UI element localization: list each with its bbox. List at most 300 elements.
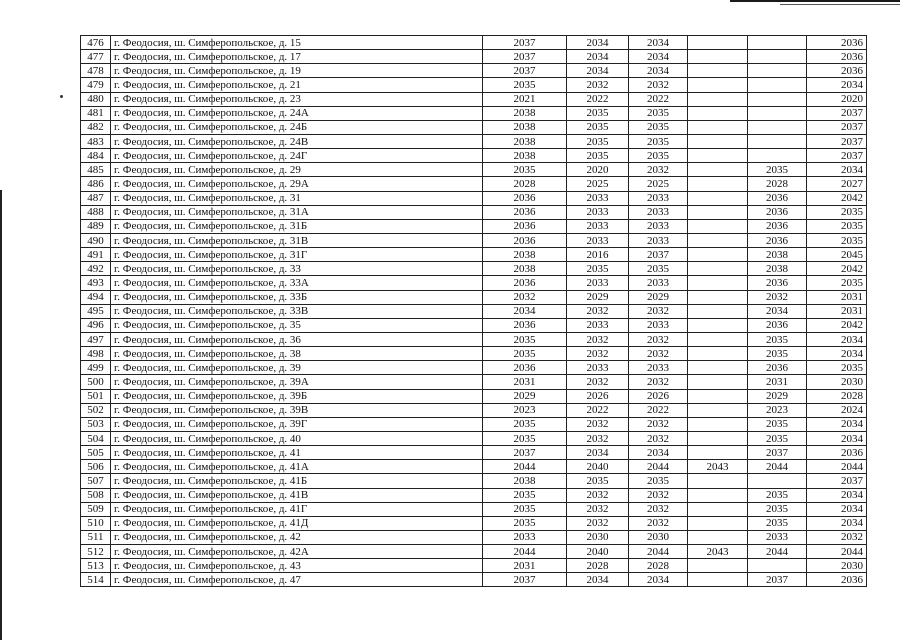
year-col-3-cell: 2033 (629, 219, 688, 233)
year-col-1-cell: 2036 (483, 233, 567, 247)
year-col-4-cell (688, 219, 748, 233)
year-col-1-cell: 2038 (483, 149, 567, 163)
year-col-5-cell (748, 120, 807, 134)
row-number-cell: 507 (81, 474, 111, 488)
year-col-4-cell (688, 64, 748, 78)
table-row (81, 559, 867, 573)
row-number-cell: 494 (81, 290, 111, 304)
row-number-cell: 484 (81, 149, 111, 163)
year-col-3-cell: 2032 (629, 304, 688, 318)
year-col-6-cell: 2028 (807, 389, 867, 403)
year-col-1-cell: 2035 (483, 332, 567, 346)
scan-left-edge (0, 190, 2, 640)
year-col-1-cell: 2029 (483, 389, 567, 403)
address-cell: г. Феодосия, ш. Симферопольское, д. 41А (111, 460, 483, 474)
row-number-cell: 478 (81, 64, 111, 78)
table-row (81, 248, 867, 262)
year-col-6-cell: 2037 (807, 149, 867, 163)
row-number-cell: 480 (81, 92, 111, 106)
address-cell: г. Феодосия, ш. Симферопольское, д. 31 (111, 191, 483, 205)
year-col-6-cell: 2035 (807, 219, 867, 233)
year-col-4-cell (688, 488, 748, 502)
year-col-2-cell: 2035 (567, 149, 629, 163)
row-number-cell: 505 (81, 446, 111, 460)
year-col-2-cell: 2034 (567, 446, 629, 460)
row-number-cell: 502 (81, 403, 111, 417)
registry-table (80, 35, 867, 587)
row-number-cell: 499 (81, 361, 111, 375)
year-col-6-cell: 2037 (807, 106, 867, 120)
table-row (81, 233, 867, 247)
address-cell: г. Феодосия, ш. Симферопольское, д. 39В (111, 403, 483, 417)
year-col-4-cell (688, 276, 748, 290)
address-cell: г. Феодосия, ш. Симферопольское, д. 40 (111, 431, 483, 445)
year-col-1-cell: 2031 (483, 559, 567, 573)
row-number-cell: 514 (81, 573, 111, 587)
year-col-1-cell: 2035 (483, 502, 567, 516)
year-col-6-cell: 2030 (807, 559, 867, 573)
year-col-1-cell: 2037 (483, 446, 567, 460)
row-number-cell: 477 (81, 50, 111, 64)
year-col-3-cell: 2032 (629, 163, 688, 177)
year-col-3-cell: 2032 (629, 347, 688, 361)
address-cell: г. Феодосия, ш. Симферопольское, д. 39Б (111, 389, 483, 403)
year-col-1-cell: 2037 (483, 50, 567, 64)
row-number-cell: 506 (81, 460, 111, 474)
row-number-cell: 509 (81, 502, 111, 516)
address-cell: г. Феодосия, ш. Симферопольское, д. 35 (111, 318, 483, 332)
year-col-6-cell: 2034 (807, 516, 867, 530)
table-row (81, 417, 867, 431)
year-col-6-cell: 2035 (807, 205, 867, 219)
year-col-6-cell: 2036 (807, 36, 867, 50)
year-col-4-cell (688, 573, 748, 587)
year-col-4-cell (688, 177, 748, 191)
address-cell: г. Феодосия, ш. Симферопольское, д. 41 (111, 446, 483, 460)
year-col-2-cell: 2026 (567, 389, 629, 403)
row-number-cell: 489 (81, 219, 111, 233)
year-col-6-cell: 2042 (807, 191, 867, 205)
year-col-5-cell (748, 559, 807, 573)
address-cell: г. Феодосия, ш. Симферопольское, д. 19 (111, 64, 483, 78)
table-row (81, 50, 867, 64)
table-row (81, 460, 867, 474)
table-row (81, 163, 867, 177)
year-col-3-cell: 2030 (629, 530, 688, 544)
year-col-2-cell: 2035 (567, 134, 629, 148)
address-cell: г. Феодосия, ш. Симферопольское, д. 24Б (111, 120, 483, 134)
year-col-5-cell: 2044 (748, 545, 807, 559)
year-col-3-cell: 2033 (629, 361, 688, 375)
year-col-4-cell (688, 446, 748, 460)
address-cell: г. Феодосия, ш. Симферопольское, д. 38 (111, 347, 483, 361)
year-col-5-cell: 2035 (748, 347, 807, 361)
year-col-1-cell: 2036 (483, 219, 567, 233)
year-col-5-cell: 2036 (748, 318, 807, 332)
year-col-2-cell: 2032 (567, 332, 629, 346)
year-col-2-cell: 2032 (567, 304, 629, 318)
row-number-cell: 487 (81, 191, 111, 205)
year-col-3-cell: 2032 (629, 375, 688, 389)
row-number-cell: 476 (81, 36, 111, 50)
year-col-1-cell: 2037 (483, 36, 567, 50)
year-col-1-cell: 2036 (483, 191, 567, 205)
address-cell: г. Феодосия, ш. Симферопольское, д. 39Г (111, 417, 483, 431)
address-cell: г. Феодосия, ш. Симферопольское, д. 33А (111, 276, 483, 290)
year-col-2-cell: 2033 (567, 233, 629, 247)
address-cell: г. Феодосия, ш. Симферопольское, д. 33Б (111, 290, 483, 304)
row-number-cell: 479 (81, 78, 111, 92)
row-number-cell: 485 (81, 163, 111, 177)
year-col-6-cell: 2034 (807, 502, 867, 516)
year-col-3-cell: 2032 (629, 78, 688, 92)
year-col-6-cell: 2044 (807, 545, 867, 559)
year-col-2-cell: 2033 (567, 191, 629, 205)
year-col-5-cell: 2037 (748, 446, 807, 460)
year-col-3-cell: 2034 (629, 446, 688, 460)
year-col-4-cell (688, 78, 748, 92)
year-col-1-cell: 2023 (483, 403, 567, 417)
year-col-3-cell: 2034 (629, 50, 688, 64)
year-col-2-cell: 2032 (567, 417, 629, 431)
year-col-3-cell: 2033 (629, 318, 688, 332)
row-number-cell: 490 (81, 233, 111, 247)
year-col-2-cell: 2032 (567, 347, 629, 361)
year-col-6-cell: 2031 (807, 290, 867, 304)
year-col-2-cell: 2030 (567, 530, 629, 544)
year-col-3-cell: 2035 (629, 106, 688, 120)
year-col-2-cell: 2033 (567, 318, 629, 332)
year-col-6-cell: 2036 (807, 446, 867, 460)
year-col-5-cell: 2035 (748, 431, 807, 445)
year-col-2-cell: 2028 (567, 559, 629, 573)
year-col-5-cell: 2035 (748, 516, 807, 530)
table-row (81, 545, 867, 559)
year-col-2-cell: 2040 (567, 545, 629, 559)
year-col-1-cell: 2034 (483, 304, 567, 318)
year-col-2-cell: 2033 (567, 276, 629, 290)
year-col-2-cell: 2020 (567, 163, 629, 177)
year-col-4-cell (688, 403, 748, 417)
row-number-cell: 504 (81, 431, 111, 445)
year-col-5-cell: 2036 (748, 205, 807, 219)
table-row (81, 446, 867, 460)
row-number-cell: 486 (81, 177, 111, 191)
year-col-4-cell (688, 134, 748, 148)
year-col-5-cell (748, 64, 807, 78)
year-col-6-cell: 2034 (807, 347, 867, 361)
year-col-5-cell (748, 78, 807, 92)
address-cell: г. Феодосия, ш. Симферопольское, д. 29А (111, 177, 483, 191)
year-col-2-cell: 2035 (567, 120, 629, 134)
table-row (81, 332, 867, 346)
year-col-4-cell (688, 36, 748, 50)
table-row (81, 290, 867, 304)
row-number-cell: 501 (81, 389, 111, 403)
year-col-3-cell: 2025 (629, 177, 688, 191)
year-col-2-cell: 2035 (567, 106, 629, 120)
year-col-4-cell (688, 50, 748, 64)
year-col-5-cell: 2035 (748, 163, 807, 177)
year-col-1-cell: 2037 (483, 64, 567, 78)
table-row (81, 177, 867, 191)
row-number-cell: 511 (81, 530, 111, 544)
year-col-1-cell: 2035 (483, 417, 567, 431)
year-col-6-cell: 2030 (807, 375, 867, 389)
year-col-1-cell: 2035 (483, 488, 567, 502)
year-col-3-cell: 2035 (629, 149, 688, 163)
address-cell: г. Феодосия, ш. Симферопольское, д. 43 (111, 559, 483, 573)
year-col-2-cell: 2035 (567, 474, 629, 488)
address-cell: г. Феодосия, ш. Симферопольское, д. 36 (111, 332, 483, 346)
table-row (81, 375, 867, 389)
year-col-6-cell: 2031 (807, 304, 867, 318)
year-col-3-cell: 2037 (629, 248, 688, 262)
year-col-6-cell: 2036 (807, 573, 867, 587)
year-col-6-cell: 2036 (807, 50, 867, 64)
table-row (81, 389, 867, 403)
address-cell: г. Феодосия, ш. Симферопольское, д. 29 (111, 163, 483, 177)
year-col-4-cell: 2043 (688, 460, 748, 474)
year-col-5-cell (748, 36, 807, 50)
table-row (81, 78, 867, 92)
year-col-3-cell: 2032 (629, 488, 688, 502)
row-number-cell: 491 (81, 248, 111, 262)
row-number-cell: 500 (81, 375, 111, 389)
table-row (81, 120, 867, 134)
year-col-3-cell: 2033 (629, 233, 688, 247)
table-row (81, 106, 867, 120)
year-col-3-cell: 2028 (629, 559, 688, 573)
year-col-1-cell: 2028 (483, 177, 567, 191)
table-row (81, 573, 867, 587)
year-col-5-cell: 2028 (748, 177, 807, 191)
table-row (81, 403, 867, 417)
year-col-4-cell (688, 530, 748, 544)
address-cell: г. Феодосия, ш. Симферопольское, д. 42А (111, 545, 483, 559)
table-row (81, 191, 867, 205)
year-col-3-cell: 2033 (629, 191, 688, 205)
year-col-3-cell: 2032 (629, 431, 688, 445)
address-cell: г. Феодосия, ш. Симферопольское, д. 23 (111, 92, 483, 106)
year-col-1-cell: 2036 (483, 318, 567, 332)
year-col-5-cell: 2036 (748, 276, 807, 290)
year-col-4-cell (688, 361, 748, 375)
year-col-4-cell (688, 248, 748, 262)
table-row (81, 304, 867, 318)
row-number-cell: 482 (81, 120, 111, 134)
year-col-3-cell: 2029 (629, 290, 688, 304)
table-row (81, 431, 867, 445)
year-col-2-cell: 2025 (567, 177, 629, 191)
year-col-2-cell: 2032 (567, 375, 629, 389)
year-col-3-cell: 2034 (629, 36, 688, 50)
year-col-5-cell: 2033 (748, 530, 807, 544)
year-col-6-cell: 2035 (807, 361, 867, 375)
year-col-2-cell: 2016 (567, 248, 629, 262)
year-col-1-cell: 2021 (483, 92, 567, 106)
year-col-4-cell (688, 233, 748, 247)
year-col-2-cell: 2034 (567, 50, 629, 64)
year-col-4-cell (688, 431, 748, 445)
year-col-5-cell: 2036 (748, 191, 807, 205)
address-cell: г. Феодосия, ш. Симферопольское, д. 41Б (111, 474, 483, 488)
year-col-2-cell: 2033 (567, 205, 629, 219)
year-col-2-cell: 2032 (567, 488, 629, 502)
year-col-2-cell: 2032 (567, 516, 629, 530)
table-row (81, 530, 867, 544)
address-cell: г. Феодосия, ш. Симферопольское, д. 39А (111, 375, 483, 389)
year-col-3-cell: 2044 (629, 460, 688, 474)
address-cell: г. Феодосия, ш. Симферопольское, д. 33В (111, 304, 483, 318)
table-row (81, 347, 867, 361)
address-cell: г. Феодосия, ш. Симферопольское, д. 24Г (111, 149, 483, 163)
year-col-4-cell (688, 347, 748, 361)
year-col-5-cell (748, 149, 807, 163)
year-col-5-cell: 2032 (748, 290, 807, 304)
table-row (81, 64, 867, 78)
year-col-4-cell: 2043 (688, 545, 748, 559)
year-col-5-cell: 2038 (748, 262, 807, 276)
year-col-3-cell: 2032 (629, 502, 688, 516)
year-col-2-cell: 2032 (567, 502, 629, 516)
year-col-6-cell: 2034 (807, 332, 867, 346)
year-col-5-cell: 2023 (748, 403, 807, 417)
year-col-5-cell: 2031 (748, 375, 807, 389)
year-col-6-cell: 2037 (807, 120, 867, 134)
address-cell: г. Феодосия, ш. Симферопольское, д. 24В (111, 134, 483, 148)
address-cell: г. Феодосия, ш. Симферопольское, д. 41Г (111, 502, 483, 516)
address-cell: г. Феодосия, ш. Симферопольское, д. 17 (111, 50, 483, 64)
year-col-2-cell: 2034 (567, 36, 629, 50)
year-col-5-cell: 2035 (748, 332, 807, 346)
row-number-cell: 481 (81, 106, 111, 120)
year-col-1-cell: 2033 (483, 530, 567, 544)
year-col-4-cell (688, 332, 748, 346)
year-col-6-cell: 2034 (807, 78, 867, 92)
year-col-3-cell: 2032 (629, 332, 688, 346)
year-col-3-cell: 2032 (629, 516, 688, 530)
year-col-2-cell: 2033 (567, 361, 629, 375)
year-col-3-cell: 2033 (629, 205, 688, 219)
year-col-2-cell: 2032 (567, 431, 629, 445)
address-cell: г. Феодосия, ш. Симферопольское, д. 41Д (111, 516, 483, 530)
year-col-6-cell: 2034 (807, 431, 867, 445)
year-col-1-cell: 2038 (483, 134, 567, 148)
year-col-6-cell: 2044 (807, 460, 867, 474)
year-col-3-cell: 2035 (629, 120, 688, 134)
year-col-4-cell (688, 163, 748, 177)
row-number-cell: 495 (81, 304, 111, 318)
year-col-4-cell (688, 375, 748, 389)
year-col-3-cell: 2033 (629, 276, 688, 290)
year-col-1-cell: 2035 (483, 78, 567, 92)
row-number-cell: 512 (81, 545, 111, 559)
address-cell: г. Феодосия, ш. Симферопольское, д. 31В (111, 233, 483, 247)
address-cell: г. Феодосия, ш. Симферопольское, д. 21 (111, 78, 483, 92)
year-col-5-cell (748, 92, 807, 106)
year-col-6-cell: 2037 (807, 474, 867, 488)
scan-top-rule (730, 0, 900, 2)
year-col-6-cell: 2045 (807, 248, 867, 262)
table-row (81, 318, 867, 332)
year-col-4-cell (688, 559, 748, 573)
year-col-4-cell (688, 318, 748, 332)
year-col-1-cell: 2036 (483, 361, 567, 375)
year-col-5-cell: 2036 (748, 361, 807, 375)
year-col-6-cell: 2036 (807, 64, 867, 78)
address-cell: г. Феодосия, ш. Симферопольское, д. 15 (111, 36, 483, 50)
table-row (81, 502, 867, 516)
year-col-3-cell: 2034 (629, 573, 688, 587)
table-row (81, 149, 867, 163)
row-number-cell: 497 (81, 332, 111, 346)
table-row (81, 262, 867, 276)
year-col-4-cell (688, 262, 748, 276)
table-row (81, 134, 867, 148)
year-col-6-cell: 2032 (807, 530, 867, 544)
year-col-3-cell: 2035 (629, 134, 688, 148)
address-cell: г. Феодосия, ш. Симферопольское, д. 31А (111, 205, 483, 219)
year-col-1-cell: 2038 (483, 474, 567, 488)
registry-table-body (81, 36, 867, 587)
year-col-5-cell: 2035 (748, 488, 807, 502)
year-col-1-cell: 2038 (483, 106, 567, 120)
year-col-4-cell (688, 149, 748, 163)
year-col-6-cell: 2035 (807, 276, 867, 290)
year-col-4-cell (688, 502, 748, 516)
address-cell: г. Феодосия, ш. Симферопольское, д. 42 (111, 530, 483, 544)
scan-speck (60, 95, 63, 98)
year-col-5-cell (748, 134, 807, 148)
year-col-1-cell: 2038 (483, 262, 567, 276)
year-col-5-cell: 2034 (748, 304, 807, 318)
year-col-5-cell: 2029 (748, 389, 807, 403)
year-col-4-cell (688, 191, 748, 205)
table-row (81, 516, 867, 530)
year-col-3-cell: 2032 (629, 417, 688, 431)
year-col-3-cell: 2022 (629, 92, 688, 106)
year-col-3-cell: 2034 (629, 64, 688, 78)
year-col-4-cell (688, 290, 748, 304)
row-number-cell: 503 (81, 417, 111, 431)
table-row (81, 474, 867, 488)
year-col-6-cell: 2042 (807, 262, 867, 276)
year-col-5-cell (748, 474, 807, 488)
year-col-3-cell: 2022 (629, 403, 688, 417)
year-col-6-cell: 2027 (807, 177, 867, 191)
address-cell: г. Феодосия, ш. Симферопольское, д. 31Г (111, 248, 483, 262)
year-col-1-cell: 2037 (483, 573, 567, 587)
year-col-1-cell: 2044 (483, 460, 567, 474)
year-col-4-cell (688, 516, 748, 530)
year-col-3-cell: 2035 (629, 262, 688, 276)
year-col-4-cell (688, 389, 748, 403)
address-cell: г. Феодосия, ш. Симферопольское, д. 24А (111, 106, 483, 120)
row-number-cell: 496 (81, 318, 111, 332)
year-col-4-cell (688, 304, 748, 318)
year-col-3-cell: 2035 (629, 474, 688, 488)
year-col-2-cell: 2040 (567, 460, 629, 474)
year-col-2-cell: 2034 (567, 573, 629, 587)
year-col-5-cell: 2035 (748, 502, 807, 516)
year-col-5-cell: 2036 (748, 219, 807, 233)
year-col-6-cell: 2034 (807, 488, 867, 502)
year-col-6-cell: 2037 (807, 134, 867, 148)
address-cell: г. Феодосия, ш. Симферопольское, д. 39 (111, 361, 483, 375)
year-col-6-cell: 2024 (807, 403, 867, 417)
year-col-2-cell: 2022 (567, 403, 629, 417)
